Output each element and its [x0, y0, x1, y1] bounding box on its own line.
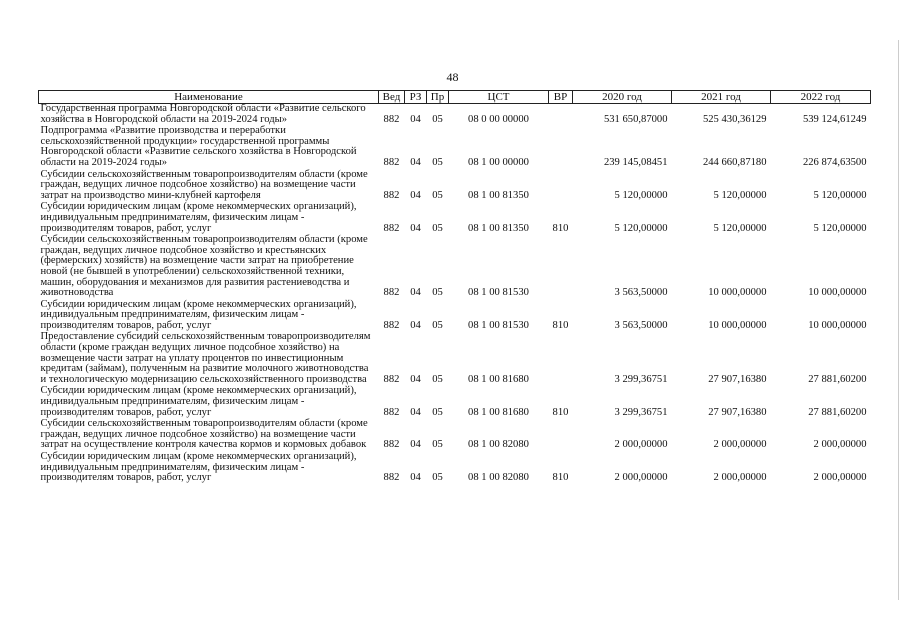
- cell-cst: 08 1 00 00000: [468, 156, 529, 168]
- cell-vr: [549, 126, 573, 169]
- cell-2022: 5 120,00000: [813, 222, 867, 234]
- table-row: [39, 332, 871, 386]
- cell-cst: 08 1 00 81350: [468, 222, 529, 234]
- table-body: [39, 104, 871, 485]
- cell-ved: 882: [383, 472, 400, 484]
- cell-vr: 810: [552, 472, 569, 484]
- cell-ved: 882: [383, 319, 400, 331]
- cell-2021: 10 000,00000: [708, 287, 767, 299]
- cell-pr: 05: [432, 319, 443, 331]
- cell-vr: 810: [552, 406, 569, 418]
- table-row: [39, 235, 871, 300]
- column-header-ved: Вед: [379, 91, 405, 104]
- cell-2022: 27 881,60200: [808, 406, 867, 418]
- cell-rz: 04: [410, 222, 421, 234]
- cell-name: Субсидии сельскохозяйственным товаропроизводителям области (кроме граждан, ведущих личное подсобное хозяйство) на возмещение части затрат на производство мини-клубней картофеля: [40, 168, 368, 201]
- scan-edge-line: [898, 40, 899, 600]
- cell-name: Субсидии юридическим лицам (кроме некоммерческих организаций), индивидуальным предпринимателям, физическим лицам - производителям товаров, работ, услуг: [40, 298, 357, 331]
- cell-vr: 810: [552, 319, 569, 331]
- cell-cst: 08 1 00 82080: [468, 439, 529, 451]
- cell-2022: 2 000,00000: [813, 439, 867, 451]
- page-number: 48: [446, 70, 459, 84]
- cell-ved: 882: [383, 113, 400, 125]
- cell-rz: 04: [410, 439, 421, 451]
- cell-rz: 04: [410, 319, 421, 331]
- cell-2020: 3 299,36751: [614, 406, 668, 418]
- cell-2022: 5 120,00000: [813, 189, 867, 201]
- cell-vr: [549, 332, 573, 386]
- cell-2021: 10 000,00000: [708, 319, 767, 331]
- cell-2020: 5 120,00000: [614, 189, 668, 201]
- table-row: [39, 419, 871, 452]
- cell-2021: 27 907,16380: [708, 406, 767, 418]
- cell-2021: 244 660,87180: [702, 156, 767, 168]
- cell-name: Субсидии сельскохозяйственным товаропроизводителям области (кроме граждан, ведущих личное подсобное хозяйство и крестьянских (фермерских) хозяйств) на возмещение части затрат на приобретение новой (не бывшей в употреблении) сельскохозяйственной техники, машин, оборудования и механизмов для развития растениеводства и животноводства: [40, 234, 368, 299]
- cell-2020: 239 145,08451: [603, 156, 668, 168]
- column-header-pr: Пр: [427, 91, 449, 104]
- cell-pr: 05: [432, 472, 443, 484]
- cell-cst: 08 1 00 81530: [468, 319, 529, 331]
- cell-2022: 226 874,63500: [802, 156, 867, 168]
- cell-name: Предоставление субсидий сельскохозяйственным товаропроизводителям области (кроме граждан ведущих личное подсобное хозяйство) на возмещение части затрат на уплату процентов по инвестиционным кредитам (займам), полученным на развитие молочного животноводства и технологическую модернизацию сельскохозяйственного производства: [40, 331, 371, 385]
- column-header-cst: ЦСТ: [449, 91, 549, 104]
- column-header-2021: 2021 год: [672, 91, 771, 104]
- table-row: [39, 386, 871, 419]
- cell-pr: 05: [432, 406, 443, 418]
- cell-vr: 810: [552, 222, 569, 234]
- cell-ved: 882: [383, 287, 400, 299]
- column-header-2022: 2022 год: [771, 91, 871, 104]
- table-row: [39, 126, 871, 169]
- cell-name: Субсидии юридическим лицам (кроме некоммерческих организаций), индивидуальным предпринимателям, физическим лицам - производителям товаров, работ, услуг: [40, 385, 357, 418]
- cell-rz: 04: [410, 113, 421, 125]
- cell-2020: 5 120,00000: [614, 222, 668, 234]
- cell-name: Субсидии юридическим лицам (кроме некоммерческих организаций), индивидуальным предпринимателям, физическим лицам - производителям товаров, работ, услуг: [40, 451, 357, 484]
- cell-2021: 525 430,36129: [702, 113, 767, 125]
- cell-ved: 882: [383, 406, 400, 418]
- cell-ved: 882: [383, 439, 400, 451]
- cell-ved: 882: [383, 222, 400, 234]
- cell-vr: [549, 235, 573, 300]
- cell-pr: 05: [432, 189, 443, 201]
- column-header-vr: ВР: [549, 91, 573, 104]
- cell-ved: 882: [383, 156, 400, 168]
- cell-cst: 08 1 00 81530: [468, 287, 529, 299]
- cell-2022: 539 124,61249: [802, 113, 867, 125]
- table-row: [39, 300, 871, 333]
- cell-name: Субсидии юридическим лицам (кроме некоммерческих организаций), индивидуальным предпринимателям, физическим лицам - производителям товаров, работ, услуг: [40, 201, 357, 234]
- cell-pr: 05: [432, 439, 443, 451]
- table-row: [39, 202, 871, 235]
- column-header-name: Наименование: [39, 91, 379, 104]
- cell-2020: 3 563,50000: [614, 287, 668, 299]
- cell-2022: 2 000,00000: [813, 472, 867, 484]
- budget-table: [38, 90, 871, 485]
- cell-name: Подпрограмма «Развитие производства и переработки сельскохозяйственной продукции» государственной программы Новгородской области «Развитие сельского хозяйства в Новгородской области на 2019-2024 годы»: [40, 125, 357, 168]
- cell-2020: 2 000,00000: [614, 472, 668, 484]
- cell-pr: 05: [432, 113, 443, 125]
- cell-cst: 08 1 00 81350: [468, 189, 529, 201]
- column-header-rz: РЗ: [405, 91, 427, 104]
- cell-vr: [549, 170, 573, 203]
- cell-cst: 08 1 00 81680: [468, 406, 529, 418]
- cell-name: Государственная программа Новгородской области «Развитие сельского хозяйства в Новгородской области на 2019-2024 годы»: [40, 103, 366, 125]
- cell-cst: 08 1 00 81680: [468, 373, 529, 385]
- cell-2022: 10 000,00000: [808, 319, 867, 331]
- cell-vr: [549, 104, 573, 127]
- cell-2022: 10 000,00000: [808, 287, 867, 299]
- cell-rz: 04: [410, 373, 421, 385]
- cell-2020: 3 299,36751: [614, 373, 668, 385]
- cell-2022: 27 881,60200: [808, 373, 867, 385]
- cell-ved: 882: [383, 373, 400, 385]
- cell-rz: 04: [410, 189, 421, 201]
- cell-cst: 08 0 00 00000: [468, 113, 529, 125]
- cell-pr: 05: [432, 373, 443, 385]
- table-header-row: [39, 91, 871, 104]
- cell-2021: 2 000,00000: [713, 472, 767, 484]
- cell-2021: 2 000,00000: [713, 439, 767, 451]
- cell-2020: 531 650,87000: [603, 113, 668, 125]
- cell-2020: 3 563,50000: [614, 319, 668, 331]
- cell-2021: 27 907,16380: [708, 373, 767, 385]
- cell-2021: 5 120,00000: [713, 189, 767, 201]
- cell-pr: 05: [432, 287, 443, 299]
- cell-rz: 04: [410, 287, 421, 299]
- cell-rz: 04: [410, 156, 421, 168]
- cell-2020: 2 000,00000: [614, 439, 668, 451]
- table-row: [39, 104, 871, 127]
- table-row: [39, 452, 871, 485]
- cell-vr: [549, 419, 573, 452]
- cell-rz: 04: [410, 406, 421, 418]
- cell-pr: 05: [432, 222, 443, 234]
- cell-cst: 08 1 00 82080: [468, 472, 529, 484]
- cell-pr: 05: [432, 156, 443, 168]
- table-row: [39, 170, 871, 203]
- cell-rz: 04: [410, 472, 421, 484]
- column-header-2020: 2020 год: [573, 91, 672, 104]
- cell-2021: 5 120,00000: [713, 222, 767, 234]
- cell-ved: 882: [383, 189, 400, 201]
- cell-name: Субсидии сельскохозяйственным товаропроизводителям области (кроме граждан, ведущих личное подсобное хозяйство) на возмещение части затрат на осуществление контроля качества кормов и кормовых добавок: [40, 418, 368, 451]
